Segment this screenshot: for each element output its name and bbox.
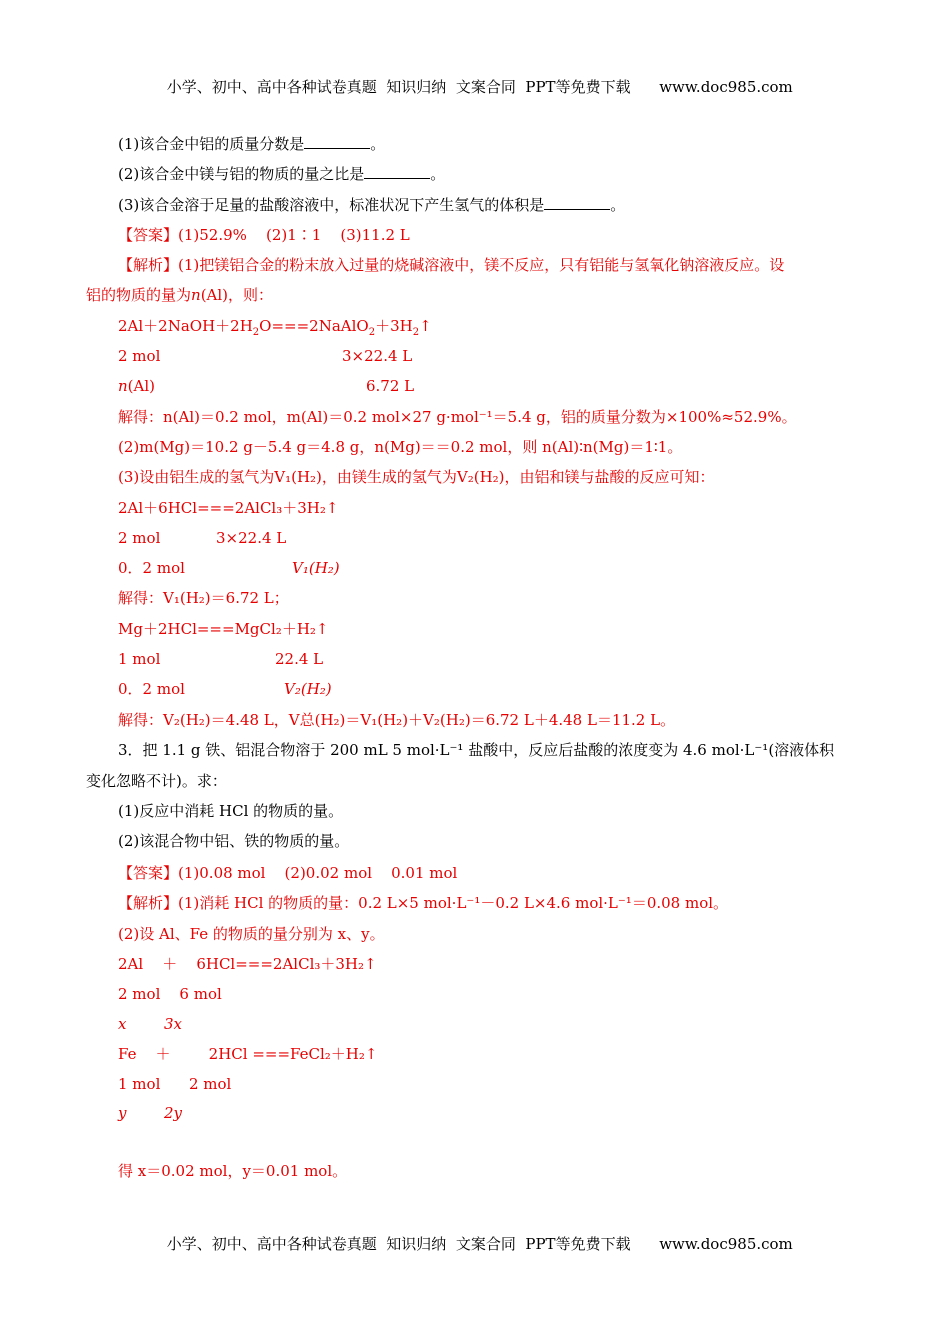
q2-eq3-row2-left: 0．2 mol [118,680,185,698]
q2-solve-1: 解得：n(Al)＝0.2 mol，m(Al)＝0.2 mol×27 g·mol⁻¹＝5.4 g，铝的质量分数为×100%≈52.9%。 [118,408,797,426]
q2-eq2-row1-right: 3×22.4 L [216,529,287,547]
q3-eq1-row2-b: 3x [164,1015,183,1033]
q2-eq1-row2-left: n(Al) [118,377,156,395]
q3-eq2-row2-b: 2y [164,1104,183,1122]
q2-equation-2: 2Al＋6HCl===2AlCl₃＋3H₂↑ [118,499,339,517]
footer-url: www.doc985.com [659,1235,793,1253]
q2-sub3: (3)该合金溶于足量的盐酸溶液中，标准状况下产生氢气的体积是 。 [118,196,626,214]
q3-answer: 【答案】(1)0.08 mol (2)0.02 mol 0.01 mol [118,864,458,882]
q2-equation-3: Mg＋2HCl===MgCl₂＋H₂↑ [118,620,329,638]
q2-eq2-row1-left: 2 mol [118,529,161,547]
answer-blank [544,195,610,210]
q3-eq2-row1: 1 mol 2 mol [118,1075,232,1093]
q3-eq1-row2-a: x [118,1015,127,1033]
page-header [0,58,950,97]
q2-answer: 【答案】(1)52.9% (2)1∶1 (3)11.2 L [118,226,410,244]
q2-solve-3: 解得：V₂(H₂)＝4.48 L，V总(H₂)＝V₁(H₂)＋V₂(H₂)＝6.72 L＋4.48 L＝11.2 L。 [118,711,676,729]
page-footer [0,1215,950,1254]
footer-text: 小学、初中、高中各种试卷真题 知识归纳 文案合同 PPT等免费下载 [166,1235,631,1253]
header-url: www.doc985.com [659,78,793,96]
q2-equation-1: $2Al+2NaOH+2H_2O===2NaAlO_2+3H_2↑$ [118,317,432,338]
q3-sub2: (2)该混合物中铝、铁的物质的量。 [118,832,350,850]
q2-part-2: (2)m(Mg)＝10.2 g－5.4 g＝4.8 g，n(Mg)＝＝0.2 mol，则 n(Al)∶n(Mg)＝1∶1。 [118,438,683,456]
q3-analysis-1: 【解析】(1)消耗 HCl 的物质的量：0.2 L×5 mol·L⁻¹－0.2 L×4.6 mol·L⁻¹＝0.08 mol。 [118,894,729,912]
q3-stem-line1: 3．把 1.1 g 铁、铝混合物溶于 200 mL 5 mol·L⁻¹ 盐酸中，反应后盐酸的浓度变为 4.6 mol·L⁻¹(溶液体积 [118,741,835,759]
answer-blank [304,134,370,149]
q2-eq3-row2-right: V₂(H₂) [284,680,332,698]
q3-stem-line2: 变化忽略不计)。求： [86,772,227,790]
q2-eq2-row2-left: 0．2 mol [118,559,185,577]
q3-eq1-row1: 2 mol 6 mol [118,985,222,1003]
q2-analysis-line1: 【解析】(1)把镁铝合金的粉末放入过量的烧碱溶液中，镁不反应，只有铝能与氢氧化钠溶液反应。设 [118,256,785,274]
q2-analysis-line2: 铝的物质的量为n(Al)，则： [86,286,274,304]
q2-sub2: (2)该合金中镁与铝的物质的量之比是 。 [118,165,446,183]
q2-eq1-row1-right: 3×22.4 L [342,347,413,365]
q2-part-3: (3)设由铝生成的氢气为V₁(H₂)，由镁生成的氢气为V₂(H₂)，由铝和镁与盐酸的反应可知： [118,468,715,486]
q2-eq1-row1-left: 2 mol [118,347,161,365]
q2-eq2-row2-right: V₁(H₂) [292,559,340,577]
q2-eq3-row1-right: 22.4 L [275,650,324,668]
q3-result: 得 x＝0.02 mol，y＝0.01 mol。 [118,1162,348,1180]
q2-eq3-row1-left: 1 mol [118,650,161,668]
header-text: 小学、初中、高中各种试卷真题 知识归纳 文案合同 PPT等免费下载 [166,78,631,96]
q3-analysis-2: (2)设 Al、Fe 的物质的量分别为 x、y。 [118,925,385,943]
answer-blank [364,164,430,179]
q2-eq1-row2-right: 6.72 L [366,377,415,395]
q2-solve-2: 解得：V₁(H₂)＝6.72 L； [118,589,289,607]
q3-eq2-row2-a: y [118,1104,127,1122]
q2-sub1: (1)该合金中铝的质量分数是 。 [118,135,386,153]
q3-equation-2: Fe ＋ 2HCl ===FeCl₂＋H₂↑ [118,1045,378,1063]
q3-equation-1: 2Al ＋ 6HCl===2AlCl₃＋3H₂↑ [118,955,377,973]
q3-sub1: (1)反应中消耗 HCl 的物质的量。 [118,802,344,820]
